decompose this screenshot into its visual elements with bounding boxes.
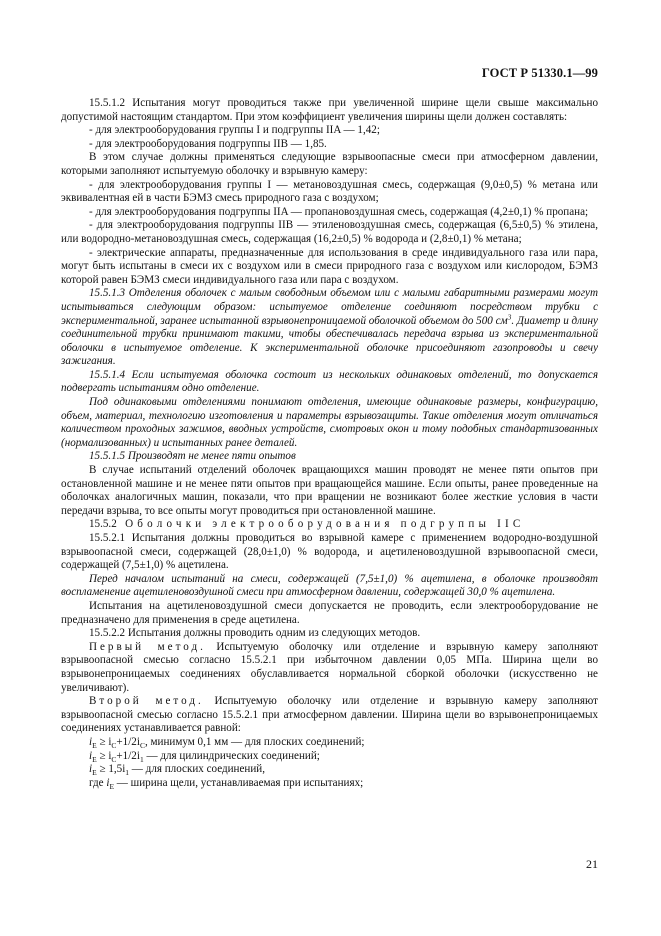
formula-line: $i_E \ge i_C+1/2i_C$, минимум 0,1 мм — для плоских соединений; bbox=[89, 735, 365, 751]
section-heading-15-5-2: 15.5.2 Оболочки электрооборудования подгруппы IIC bbox=[89, 518, 525, 531]
paragraph: В этом случае должны применяться следующие взрывоопасные смеси при атмосферном давлении, которыми заполняют испытуемую оболочку и взрывную камеру: bbox=[61, 151, 598, 177]
paragraph: Испытания на ацетиленовоздушной смеси допускается не проводить, если электрооборудование не предназначено для применения в среде ацетилена. bbox=[61, 599, 598, 626]
paragraph-15-5-2-2: 15.5.2.2 Испытания должны проводить одним из следующих методов. bbox=[89, 627, 421, 640]
paragraph: 15.5.1.2 Испытания могут проводиться также при увеличенной ширине щели свыше максимально допустимой настоящим стандартом. При этом коэффициент увеличения ширины щели должен составлять: bbox=[61, 97, 598, 123]
paragraph: Под одинаковыми отделениями понимают отделения, имеющие одинаковые размеры, конфигурацию, объем, материал, технологию изготовления и параметры взрывозащиты. Такие отделения могут отличаться количеством проходных зажимов, вводных устройств, смотровых окон и тому подобных стандартизованных (нормализованных) и испытанных ранее деталей. bbox=[61, 396, 598, 449]
paragraph-15-5-1-3: 15.5.1.3 Отделения оболочек с малым свободным объемом или с малыми габаритными размерами могут испытываться следующим образом: испытуемое отделение соединяют посредством трубки с экспериментальной, заранее испытанной взрывонепроницаемой оболочкой объемом до 500 $см^3$. Диаметр и длину соединительной трубки принимают такими, чтобы обеспечивалась передача взрыва из экспериментальной оболочки в испытуемое отделение. К экспериментальной оболочке присоединяют газопроводы и свечу зажигания. bbox=[61, 287, 598, 368]
method-first: Первый метод. Испытуемую оболочку или отделение и взрывную камеру заполняют взрывоопасной смесью согласно 15.5.2.1 при избыточном давлении 0,05 МПа. Ширина щели во взрывонепроницаемых соединениях обуславливается нормальной сборкой оболочки (искусственно не увеличивают). bbox=[61, 640, 598, 694]
formula-line: $i_E \ge 1,5i_1$ — для плоских соединений, bbox=[89, 763, 266, 778]
formula-line: $i_E \ge i_C+1/2i_1$ — для цилиндрических соединений; bbox=[89, 749, 320, 764]
paragraph-15-5-1-5: 15.5.1.5 Производят не менее пяти опытов bbox=[89, 450, 296, 463]
list-item: - для электрооборудования группы I и подгруппы IIA — 1,42; bbox=[89, 124, 380, 137]
standard-header: ГОСТ Р 51330.1—99 bbox=[481, 66, 598, 80]
list-item: - для электрооборудования подгруппы IIA — пропановоздушная смесь, содержащая (4,2±0,1) % пропана; bbox=[89, 205, 589, 218]
method-second: Второй метод. Испытуемую оболочку или отделение и взрывную камеру заполняют взрывоопасной смесью согласно 15.5.2.1 при атмосферном давлении. Ширина щели во взрывонепроницаемых соединениях устанавливается равной: bbox=[61, 695, 598, 735]
list-item: - электрические аппараты, предназначенные для использования в среде индивидуального газа или пара, могут быть испытаны в смеси их с воздухом или в смеси природного газа с воздухом или кислородом, БЭМЗ которой равен БЭМЗ смеси индивидуального газа или пара с воздухом. bbox=[61, 246, 598, 286]
list-item: - для электрооборудования подгруппы IIB — 1,85. bbox=[89, 137, 327, 150]
formula-line: где $i_E$ — ширина щели, устанавливаемая при испытаниях; bbox=[89, 776, 364, 791]
document-body bbox=[61, 97, 598, 790]
paragraph-15-5-2-1: 15.5.2.1 Испытания должны проводиться во взрывной камере с применением водородно-воздушной взрывоопасной смеси, содержащей (28,0±1,0) % водорода, и ацетиленовоздушной взрывоопасной смеси, содержащей (7,5±1,0) % ацетилена. bbox=[61, 532, 598, 572]
page-number: 21 bbox=[586, 857, 598, 871]
list-item: - для электрооборудования подгруппы IIB — этиленовоздушная смесь, содержащая (6,5±0,5) % этилена, или водородно-метановоздушная смесь, содержащая (16,2±0,5) % водорода и (2,8±0,1) % метана; bbox=[61, 219, 598, 245]
paragraph-15-5-1-4: 15.5.1.4 Если испытуемая оболочка состоит из нескольких одинаковых отделений, то допускается подвергать испытаниям одно отделение. bbox=[61, 368, 598, 395]
paragraph: Перед началом испытаний на смеси, содержащей (7,5±1,0) % ацетилена, в оболочке производят воспламенение ацетиленовоздушной смеси при атмосферном давлении, содержащей 30,0 % ацетилена. bbox=[61, 572, 598, 599]
paragraph: В случае испытаний отделений оболочек вращающихся машин проводят не менее пяти опытов при остановленной машине и не менее пяти опытов при вращающейся машине. Если опыты, ранее проведенные на оболочках аналогичных машин, показали, что при вращении не возникают более жесткие условия в части передачи взрыва, то все опыты могут проводиться при остановленной машине. bbox=[61, 464, 598, 517]
list-item: - для электрооборудования группы I — метановоздушная смесь, содержащая (9,0±0,5) % метана или эквивалентная ей в части БЭМЗ смесь природного газа с воздухом; bbox=[61, 178, 598, 205]
